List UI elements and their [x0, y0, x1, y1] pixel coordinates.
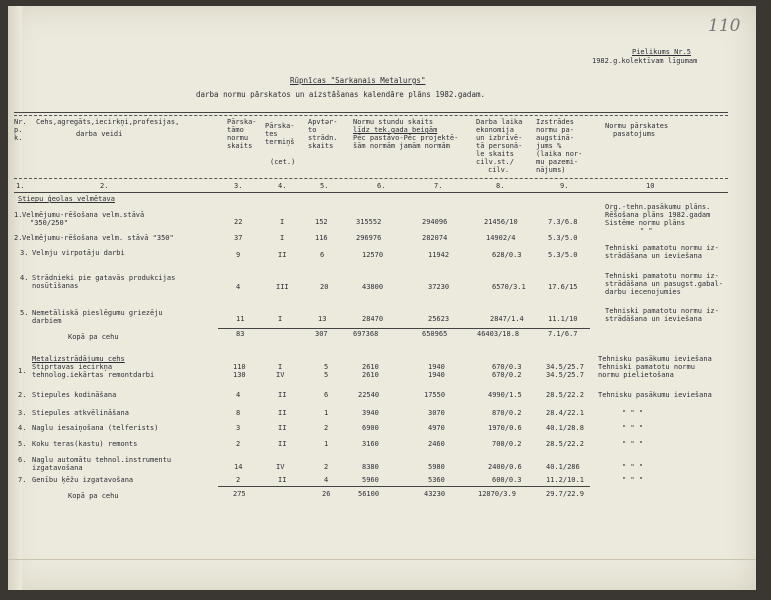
header-bottom-dashed-rule [14, 178, 728, 179]
document-subtitle: darba normu pārskatos un aizstāšanas kalendāre plāns 1982.gadam. [196, 90, 485, 99]
column-number-rule [14, 192, 728, 193]
column-number-10: 10 [646, 182, 655, 190]
column-number-4: 4. [278, 182, 287, 190]
column-number-3: 3. [234, 182, 243, 190]
paper-fold [8, 559, 756, 560]
appendix-line-2: 1982.g.kolektīvam līgumam [592, 57, 698, 65]
header-top-rule [14, 112, 728, 113]
appendix-line-1: Pielikums Nr.5 [632, 48, 692, 56]
column-number-9: 9. [560, 182, 569, 190]
column-number-7: 7. [434, 182, 443, 190]
column-number-1: 1. [16, 182, 25, 190]
column-number-8: 8. [496, 182, 505, 190]
column-number-5: 5. [320, 182, 329, 190]
header-top-dashed-rule [14, 115, 728, 116]
total-rule [218, 328, 590, 329]
section-title-rolling-mill: Stiepu ģeolas velmētava [18, 195, 115, 203]
column-number-6: 6. [377, 182, 386, 190]
column-number-2: 2. [100, 182, 109, 190]
document-title: Rūpnīcas "Sarkanais Metalurgs" [290, 76, 426, 85]
document-sheet: 110 Pielikums Nr.5 1982.g.kolektīvam līgumam Rūpnīcas "Sarkanais Metalurgs" darba normu pārskatos un aizstāšanas kalendāre plāns 1982.gadam. Nr. p. k. Cehs,agregāts,iecirkņi,profesijas, darba veidi Pārska- tāmo normu skaits Pārska- tes termiņš (cet.) Apvtər- to strādn. skaits Normu stundu skaits līdz tek.gada beigām Pēc pastāvo-Pēc projektē- šām normām jamām normām Darba laika ekonomija un izbrīvē- tā personā- le skaits cilv.st./ cilv. Izstrādes normu pa- augstinā- jums % (laika nor- mu pazemi- nājums) Normu pārskates pasatojums 1. 2. 3. 4. 5. 6. 7. 8. 9. 10 Stiepu ģeolas velmētava 1. Velmējumu-rēšošana velm.stāvā "350/250" 22 I 152 315552 294096 21456/10 7.3/6.8 Org.-tehn.pasākumu plāns. Rēšošana plāns 1982.gadam Sistēme normu plāns " " 2. Velmējumu-rēšošana velm. stāvā "350" 37 I 116 296976 282074 14902/4 5.3/5.0 3. Velmju virpotāju darbi 9 II 6 12570 11942 628/0.3 5.3/5.0 Tehniski pamatotu normu iz- strādāšana un ieviešana 4. Strādnieki pie gatavās produkcijas nosūtīšanas 4 III 20 43800 37230 6570/3.1 17.6/15 Tehniski pamatotu normu iz- strādāšana un pasugst.gabal- darbu iecenojumies 5. Nemetāliskā pieslēgumu griezēju darbiem 11 I 13 28470 25623 2847/1.4 11.1/10 Tehniski pamatotu normu iz- strādāšana un ieviešana Kopā pa cehu 83 307 697368 650965 46403/18.8 7.1/6.7 Metalizstrādājumu cehs 1. Stiprtavas iecirkņa tehnolog.iekārtas remontdarbi 110 130 I IV 5 5 2610 2610 1940 1940 670/0.3 670/0.2 34.5/25.7 34.5/25.7 Tehnisku pasākumu ieviešana Tehniski pamatotu normu normu pielietošana 2. Stiepules kodināšana 4 II 6 22540 17550 4990/1.5 28.5/22.2 Tehnisku pasākumu ieviešana 3. Stiepules atkvēlināšana 8 II 1 3940 3070 870/0.2 28.4/22.1 " " " 4. Naglu iesaiņošana (telferists) 3 II 2 6900 4970 1970/0.6 40.1/28.8 " " " 5. Koku teras(kastu) remonts 2 II 1 3160 2460 700/0.2 28.5/22.2 " " " 6. Naglu automātu tehnol.instrumentu izgatavošana 14 IV 2 8380 5980 2400/0.6 40.1/286 " " " 7. Genību ķēžu izgatavošana 2 II 4 5960 5360 600/0.3 11.2/10.1 " " " Kopā pa cehu 275 26 56100 43230 12870/3.9 29.7/22.9 [8, 6, 756, 590]
paper-edge [8, 6, 25, 590]
total-rule [218, 486, 590, 487]
handwritten-page-number: 110 [708, 16, 741, 36]
section-title-metalware-shop: Metalizstrādājumu cehs [32, 355, 125, 363]
